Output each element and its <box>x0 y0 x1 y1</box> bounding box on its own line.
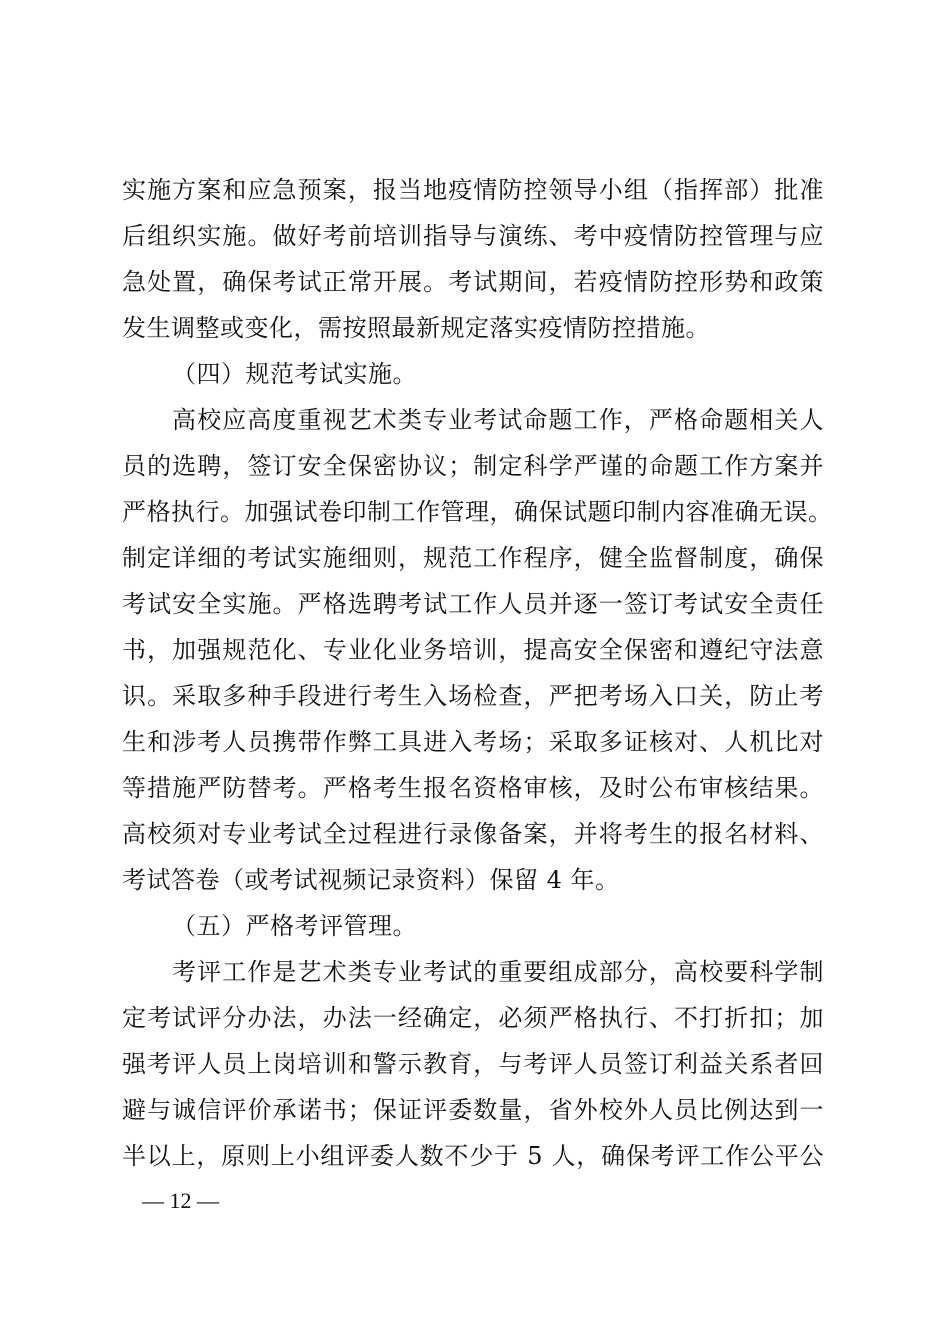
body-text-line: 生和涉考人员携带作弊工具进入考场；采取多证核对、人机比对 <box>122 728 824 756</box>
body-text-line: 考试安全实施。严格选聘考试工作人员并逐一签订考试安全责任 <box>122 590 824 618</box>
body-text-line: 考试答卷（或考试视频记录资料）保留 4 年。 <box>122 866 620 894</box>
paragraph-first-line: 考评工作是艺术类专业考试的重要组成部分，高校要科学制 <box>172 958 824 986</box>
body-text-line: 书，加强规范化、专业化业务培训，提高安全保密和遵纪守法意 <box>122 636 824 664</box>
body-text-line: 半以上，原则上小组评委人数不少于 5 人，确保考评工作公平公 <box>122 1142 824 1170</box>
body-text-line: 等措施严防替考。严格考生报名资格审核，及时公布审核结果。 <box>122 774 824 802</box>
body-text-line: 制定详细的考试实施细则，规范工作程序，健全监督制度，确保 <box>122 544 824 572</box>
body-text-line: 发生调整或变化，需按照最新规定落实疫情防控措施。 <box>122 314 710 342</box>
body-text-line: 急处置，确保考试正常开展。考试期间，若疫情防控形势和政策 <box>122 268 824 296</box>
section-heading: （五）严格考评管理。 <box>172 912 417 940</box>
body-text-line: 实施方案和应急预案，报当地疫情防控领导小组（指挥部）批准 <box>122 176 824 204</box>
body-text-line: 严格执行。加强试卷印制工作管理，确保试题印制内容准确无误。 <box>122 498 833 526</box>
body-text-line: 定考试评分办法，办法一经确定，必须严格执行、不打折扣；加 <box>122 1004 824 1032</box>
paragraph-first-line: 高校应高度重视艺术类专业考试命题工作，严格命题相关人 <box>172 406 824 434</box>
body-text-line: 避与诚信评价承诺书；保证评委数量，省外校外人员比例达到一 <box>122 1096 824 1124</box>
body-text-line: 员的选聘，签订安全保密协议；制定科学严谨的命题工作方案并 <box>122 452 824 480</box>
body-text-line: 高校须对专业考试全过程进行录像备案，并将考生的报名材料、 <box>122 820 824 848</box>
body-text-line: 识。采取多种手段进行考生入场检查，严把考场入口关，防止考 <box>122 682 824 710</box>
body-text-line: 强考评人员上岗培训和警示教育，与考评人员签订利益关系者回 <box>122 1050 824 1078</box>
body-text-line: 后组织实施。做好考前培训指导与演练、考中疫情防控管理与应 <box>122 222 824 250</box>
section-heading: （四）规范考试实施。 <box>172 360 417 388</box>
page-number: — 12 — <box>142 1188 219 1213</box>
